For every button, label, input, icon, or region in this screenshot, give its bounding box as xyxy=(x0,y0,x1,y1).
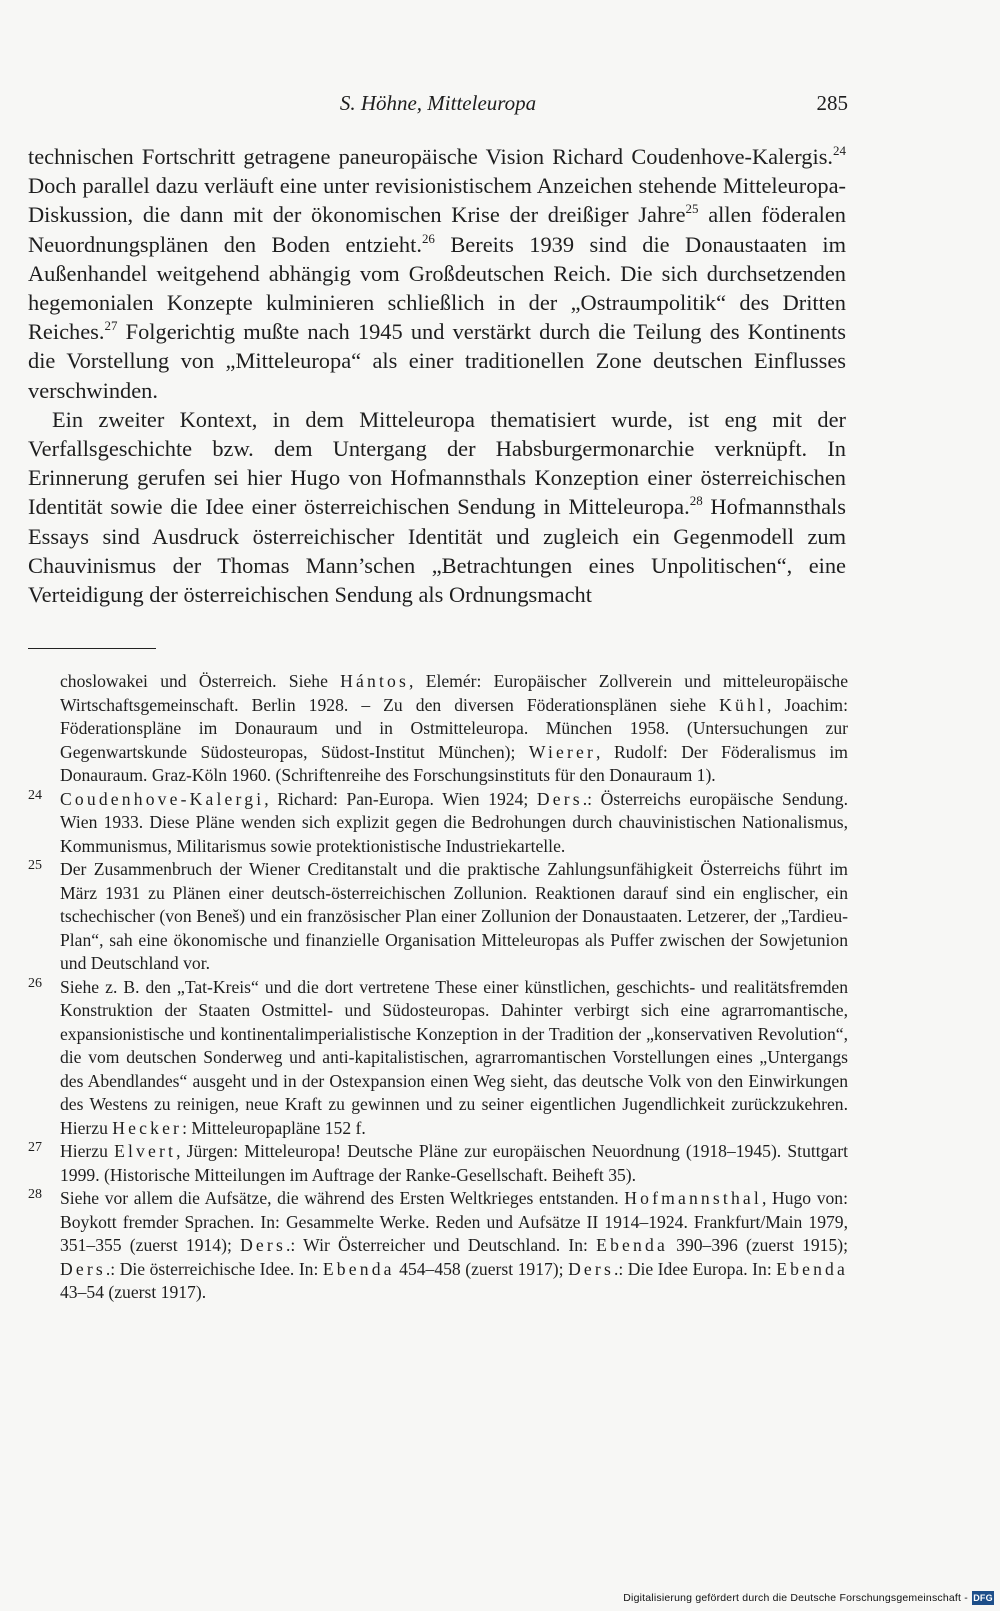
author-name: Ebenda xyxy=(596,1235,668,1255)
footnote-27: 27 Hierzu Elvert, Jürgen: Mitteleuropa! Deutsche Pläne zur europäischen Neuordnung (1918–1945). Stuttgart 1999. (Historische Mitteilungen im Auftrage der Ranke-Gesellschaft. Beiheft 35). xyxy=(28,1140,848,1187)
author-name: Ders xyxy=(240,1235,286,1255)
author-name: Ders xyxy=(568,1258,614,1279)
paragraph-2: Ein zweiter Kontext, in dem Mitteleuropa thematisiert wurde, ist eng mit der Verfallsgeschichte bzw. dem Untergang der Habsburgermonarchie verknüpft. In Erinnerung gerufen sei hier Hugo von Hofmannsthals Konzeption einer österreichischen Identität sowie die Idee einer österreichischen Sendung in Mitteleuropa.$^{28}$ Hofmannsthals Essays sind Ausdruck österreichischer Identität und zugleich ein Gegenmodell zum Chauvinismus der Thomas Mann’schen „Betrachtungen eines Unpolitischen“, eine Verteidigung der österreichischen Sendung als Ordnungsmacht xyxy=(28,406,846,608)
footnote-separator xyxy=(28,648,156,649)
author-name: Wierer xyxy=(528,741,597,762)
footnote-26: 26 Siehe z. B. den „Tat-Kreis“ und die dort vertretene These einer künstlichen, geschichts- und realitätsfremden Konstruktion der Staaten Ostmittel- und Südosteuropas. Dahinter verbirgt sich eine agrarromantische, expansionistische und kontinentalimperialistische Konzeption in der Tradition der „konservativen Revolution“, die vom deutschen Sonderweg und anti-kapitalistischen, agrarromantischen Vorstellungen eines „Untergangs des Abendlandes“ ausgeht und in der Ostexpansion einen Weg sieht, das deutsche Volk von den Einwirkungen des Westens zu reinigen, neue Kraft zu gewinnen und zu seiner eigentlichen Jugendlichkeit zurückzukehren. Hierzu Hecker: Mitteleuropapläne 152 f. xyxy=(28,976,848,1141)
author-name: Ebenda xyxy=(322,1258,395,1279)
footnote-number: 27 xyxy=(28,1140,42,1155)
running-head: S. Höhne, Mitteleuropa xyxy=(339,91,537,115)
dfg-logo-icon: DFG xyxy=(973,1593,993,1603)
main-text xyxy=(28,142,846,609)
footnote-ref-26: 26 xyxy=(421,230,435,246)
author-name: Hofmannsthal xyxy=(624,1188,762,1208)
footnote-ref-24: 24 xyxy=(833,142,846,158)
author-name: Ebenda xyxy=(776,1258,848,1279)
author-name: Elvert xyxy=(114,1141,177,1161)
author-name: Coudenhove-Kalergi xyxy=(60,788,265,809)
footnote-number: 25 xyxy=(28,858,42,873)
footnote-number: 28 xyxy=(28,1187,42,1202)
footnote-continuation: choslowakei und Österreich. Siehe Hántos, Elemér: Europäischer Zollverein und mitteleuropäische Wirtschaftsgemeinschaft. Berlin 1928. – Zu den diversen Föderationsplänen siehe Kühl, Joachim: Föderationspläne im Donauraum und in Ostmitteleuropa. München 1958. (Untersuchungen zur Gegenwartskunde Südosteuropas, Südost-Institut München); Wierer, Rudolf: Der Föderalismus im Donauraum. Graz-Köln 1960. (Schriftenreihe des Forschungsinstituts für den Donauraum 1). xyxy=(60,671,849,785)
author-name: Ders xyxy=(536,788,583,809)
page-header xyxy=(28,86,848,120)
footnote-24: 24 Coudenhove-Kalergi, Richard: Pan-Europa. Wien 1924; Ders.: Österreichs europäische Sendung. Wien 1933. Diese Pläne wenden sich explizit gegen die Bedrohungen durch chauvinistischen Nationalismus, Kommunismus, Militarismus sowie protektionistische Industriekartelle. xyxy=(28,788,848,859)
digitization-credit xyxy=(623,1589,994,1607)
page-number: 285 xyxy=(816,91,848,115)
footnotes xyxy=(28,670,848,1305)
author-name: Kühl xyxy=(719,694,768,715)
credit-text: Digitalisierung gefördert durch die Deutsche Forschungsgemeinschaft - xyxy=(623,1592,968,1604)
footnote-ref-27: 27 xyxy=(104,318,118,334)
footnote-number: 24 xyxy=(28,787,42,803)
author-name: Hecker xyxy=(112,1117,183,1138)
footnote-ref-25: 25 xyxy=(685,201,699,217)
footnote-25: 25 Der Zusammenbruch der Wiener Creditanstalt und die praktische Zahlungsunfähigkeit Österreichs führt im März 1931 zu Plänen einer deutsch-österreichischen Zollunion. Reaktionen darauf sind ein englischer, ein tschechischer (von Beneš) und ein französischer Plan einer Zollunion der Donaustaaten. Letzerer, der „Tardieu-Plan“, sah eine ökonomische und finanzielle Organisation Mitteleuropas als Puffer zwischen der Sowjetunion und Deutschland vor. xyxy=(28,858,848,976)
author-name: Hántos xyxy=(340,671,410,691)
footnote-ref-28: 28 xyxy=(689,493,703,509)
paragraph-1: technischen Fortschritt getragene paneuropäische Vision Richard Coudenhove-Kalergis.$^{24}$ Doch parallel dazu verläuft eine unter revisionistischem Anzeichen stehende Mitteleuropa-Diskussion, die dann mit der ökonomischen Krise der dreißiger Jahre$^{25}$ allen föderalen Neuordnungsplänen den Boden entzieht.$^{26}$ Bereits 1939 sind die Donaustaaten im Außenhandel weitgehend abhängig vom Großdeutschen Reich. Die sich durchsetzenden hegemonialen Konzepte kulminieren schließlich in der „Ostraumpolitik“ des Dritten Reiches.$^{27}$ Folgerichtig mußte nach 1945 und verstärkt durch die Teilung des Kontinents die Vorstellung von „Mitteleuropa“ als einer traditionellen Zone deutschen Einflusses verschwinden. xyxy=(28,142,847,403)
author-name: Ders xyxy=(60,1258,106,1279)
footnote-number: 26 xyxy=(28,975,42,991)
footnote-28: 28 Siehe vor allem die Aufsätze, die während des Ersten Weltkrieges entstanden. Hofmannsthal, Hugo von: Boykott fremder Sprachen. In: Gesammelte Werke. Reden und Aufsätze II 1914–1924. Frankfurt/Main 1979, 351–355 (zuerst 1914); Ders.: Wir Österreicher und Deutschland. In: Ebenda 390–396 (zuerst 1915); Ders.: Die österreichische Idee. In: Ebenda 454–458 (zuerst 1917); Ders.: Die Idee Europa. In: Ebenda 43–54 (zuerst 1917). xyxy=(28,1187,848,1305)
